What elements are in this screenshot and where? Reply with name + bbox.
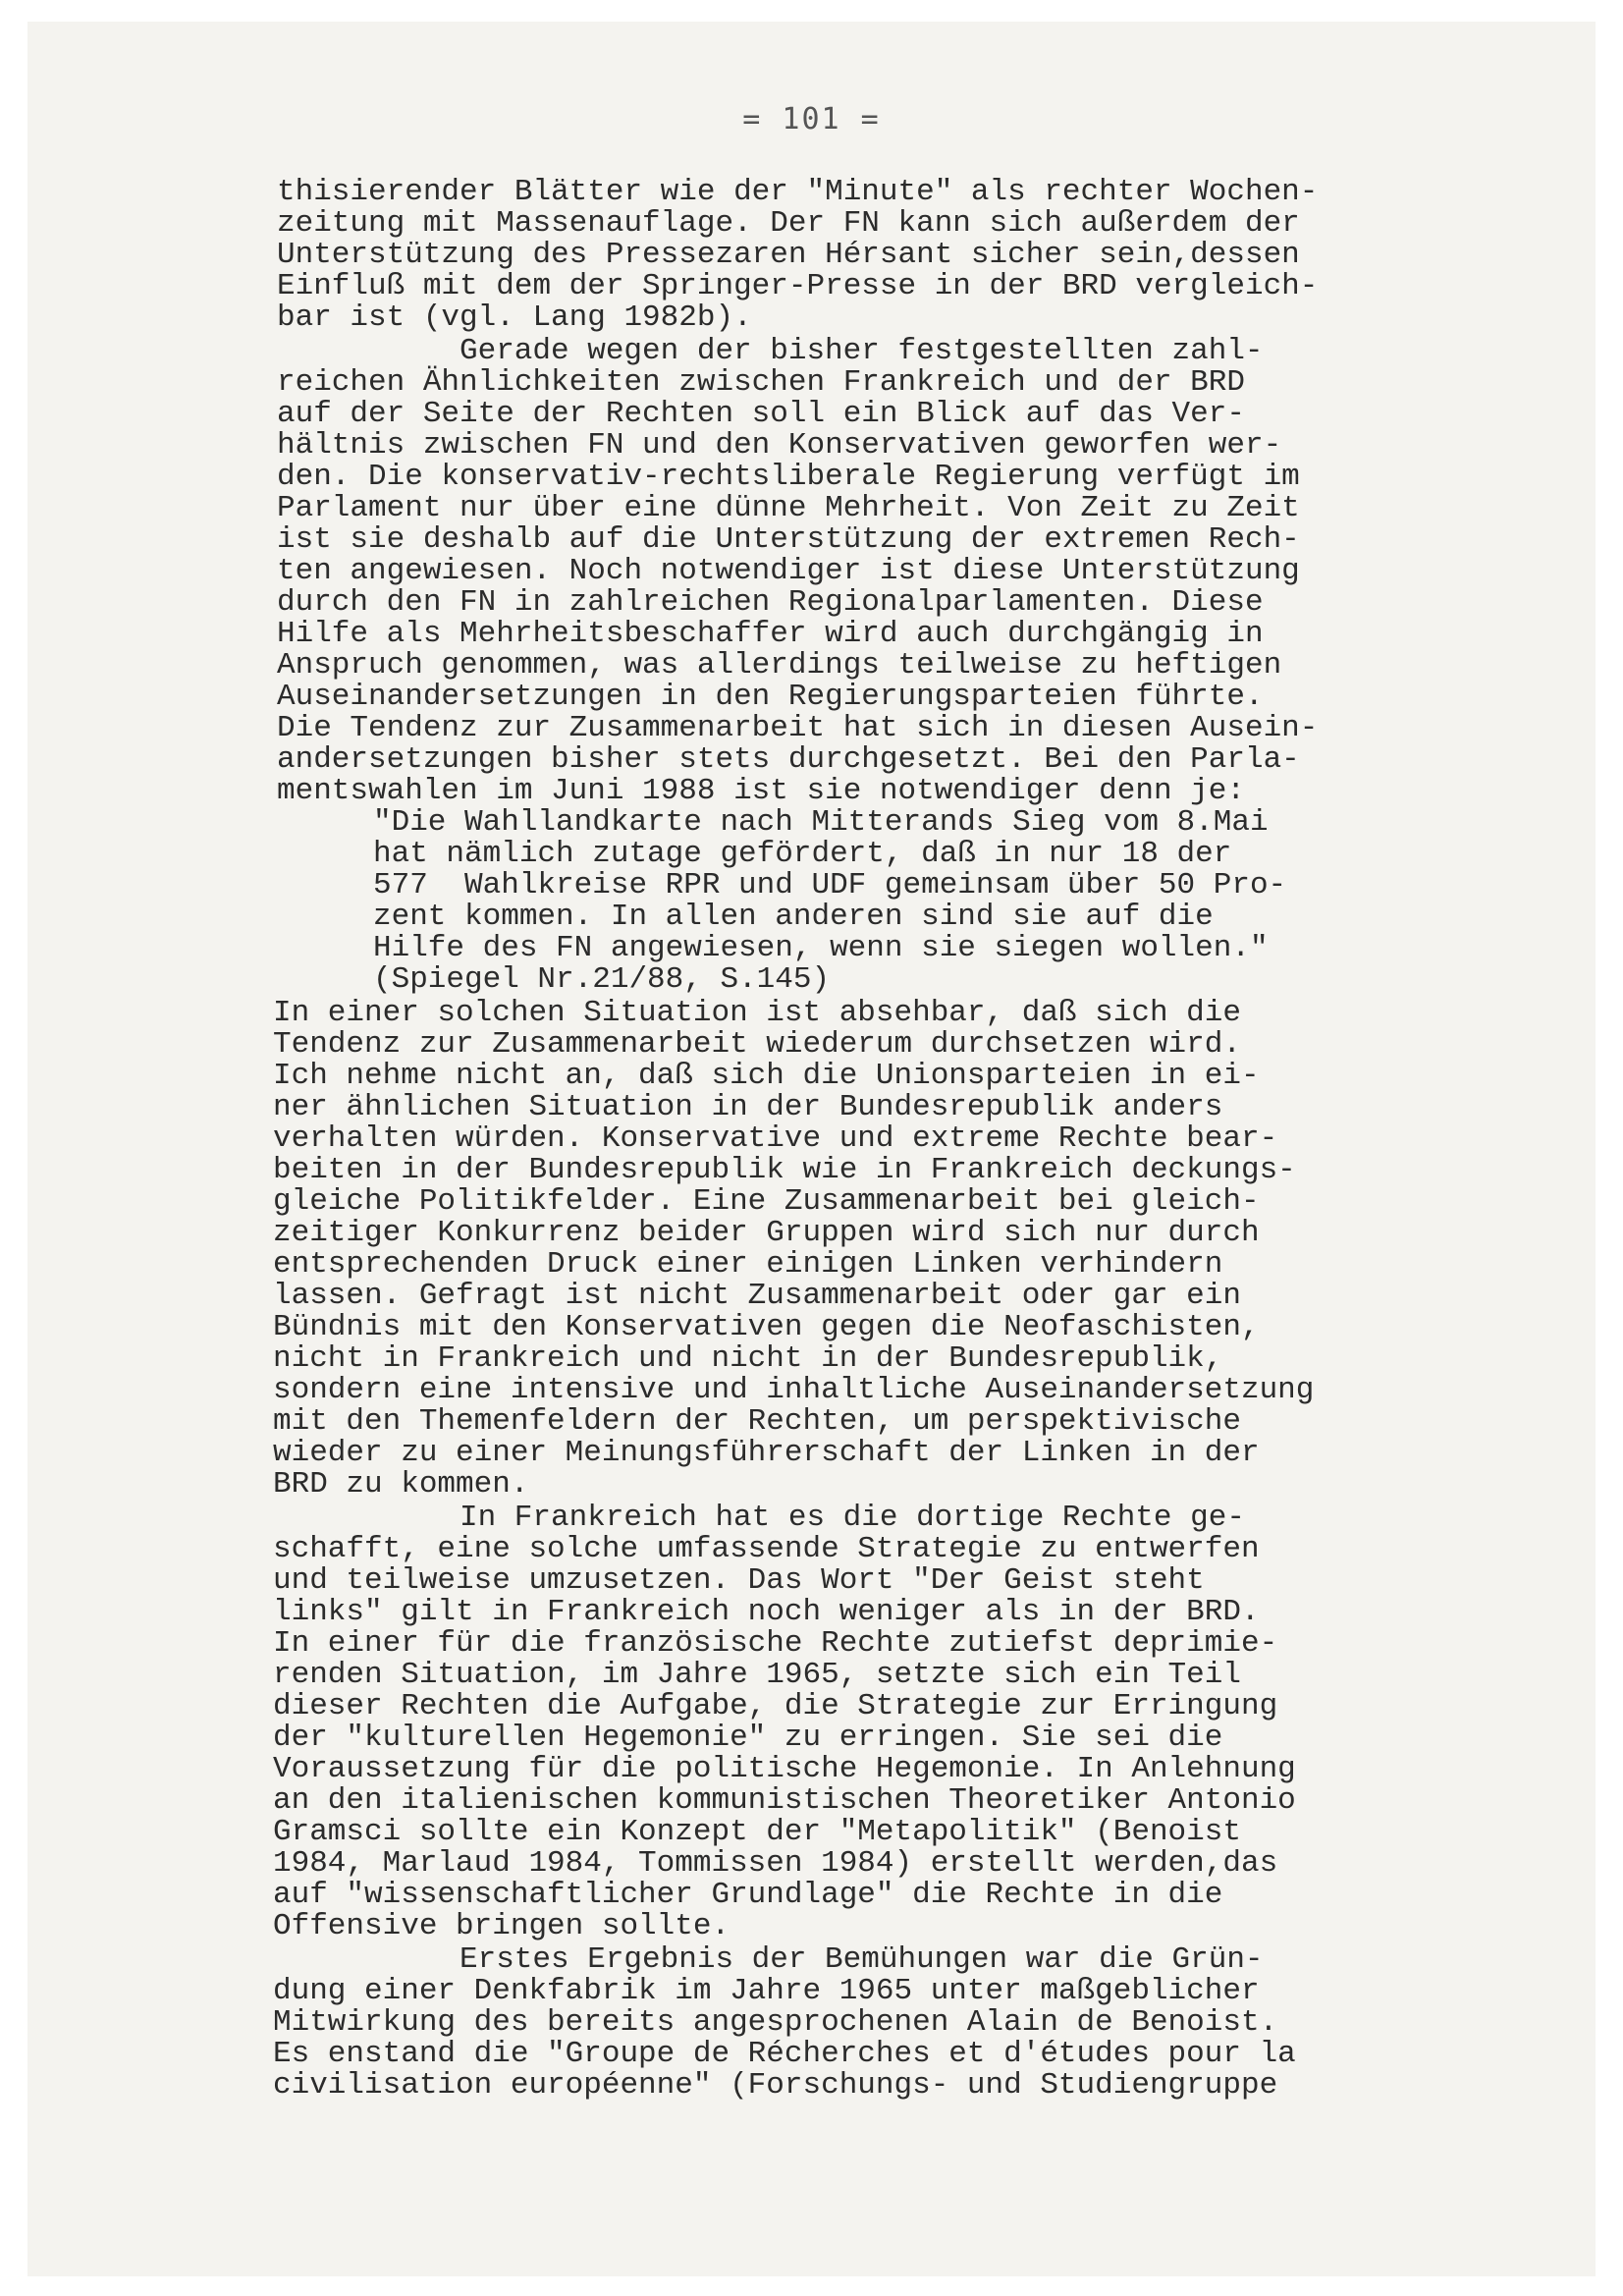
text-line: Einfluß mit dem der Springer-Presse in der BRD vergleich- bbox=[277, 269, 1319, 303]
text-line: dieser Rechten die Aufgabe, die Strategie zur Erringung bbox=[273, 1689, 1278, 1723]
text-line: gleiche Politikfelder. Eine Zusammenarbeit bei gleich- bbox=[273, 1184, 1260, 1219]
text-line: auf der Seite der Rechten soll ein Blick auf das Ver- bbox=[277, 397, 1245, 431]
text-line: Erstes Ergebnis der Bemühungen war die Grün- bbox=[460, 1942, 1264, 1977]
text-line: In Frankreich hat es die dortige Rechte ge- bbox=[460, 1501, 1245, 1535]
text-line: wieder zu einer Meinungsführerschaft der Linken in der bbox=[273, 1436, 1260, 1470]
quote-line: "Die Wahllandkarte nach Mitterands Sieg vom 8.Mai bbox=[373, 805, 1269, 840]
text-line: Die Tendenz zur Zusammenarbeit hat sich in diesen Ausein- bbox=[277, 711, 1319, 745]
text-line: auf "wissenschaftlicher Grundlage" die Rechte in die bbox=[273, 1878, 1223, 1912]
text-line: der "kulturellen Hegemonie" zu erringen. Sie sei die bbox=[273, 1721, 1223, 1755]
text-line: schafft, eine solche umfassende Strategie zu entwerfen bbox=[273, 1532, 1260, 1566]
text-line: mit den Themenfeldern der Rechten, um perspektivische bbox=[273, 1404, 1241, 1439]
text-line: links" gilt in Frankreich noch weniger als in der BRD. bbox=[273, 1595, 1260, 1629]
text-line: reichen Ähnlichkeiten zwischen Frankreich und der BRD bbox=[277, 365, 1245, 400]
text-line: Es enstand die "Groupe de Récherches et d'études pour la bbox=[273, 2037, 1296, 2071]
page-number: = 101 = bbox=[742, 102, 881, 137]
text-line: verhalten würden. Konservative und extreme Rechte bear- bbox=[273, 1121, 1278, 1156]
text-line: Tendenz zur Zusammenarbeit wiederum durchsetzen wird. bbox=[273, 1027, 1241, 1062]
text-line: Gerade wegen der bisher festgestellten zahl- bbox=[460, 334, 1264, 368]
text-line: an den italienischen kommunistischen Theoretiker Antonio bbox=[273, 1783, 1296, 1818]
text-line: Parlament nur über eine dünne Mehrheit. Von Zeit zu Zeit bbox=[277, 491, 1300, 525]
quote-line: hat nämlich zutage gefördert, daß in nur 18 der bbox=[373, 837, 1232, 871]
text-line: Voraussetzung für die politische Hegemonie. In Anlehnung bbox=[273, 1752, 1296, 1786]
text-line: BRD zu kommen. bbox=[273, 1467, 529, 1502]
text-line: ner ähnlichen Situation in der Bundesrepublik anders bbox=[273, 1090, 1223, 1124]
text-line: bar ist (vgl. Lang 1982b). bbox=[277, 301, 752, 335]
text-line: lassen. Gefragt ist nicht Zusammenarbeit oder gar ein bbox=[273, 1279, 1241, 1313]
text-line: zeitiger Konkurrenz beider Gruppen wird sich nur durch bbox=[273, 1216, 1260, 1250]
text-line: Gramsci sollte ein Konzept der "Metapolitik" (Benoist bbox=[273, 1815, 1241, 1849]
quote-line: (Spiegel Nr.21/88, S.145) bbox=[373, 962, 831, 997]
text-line: andersetzungen bisher stets durchgesetzt. Bei den Parla- bbox=[277, 742, 1300, 777]
text-line: In einer für die französische Rechte zutiefst deprimie- bbox=[273, 1626, 1278, 1661]
text-line: Unterstützung des Pressezaren Hérsant sicher sein,dessen bbox=[277, 238, 1300, 272]
text-line: renden Situation, im Jahre 1965, setzte sich ein Teil bbox=[273, 1658, 1241, 1692]
text-line: thisierender Blätter wie der "Minute" als rechter Wochen- bbox=[277, 175, 1319, 209]
text-line: Offensive bringen sollte. bbox=[273, 1909, 730, 1943]
quote-line: zent kommen. In allen anderen sind sie auf die bbox=[373, 900, 1214, 934]
text-line: entsprechenden Druck einer einigen Linken verhindern bbox=[273, 1247, 1223, 1282]
text-line: sondern eine intensive und inhaltliche Auseinandersetzung bbox=[273, 1373, 1315, 1407]
text-line: ten angewiesen. Noch notwendiger ist diese Unterstützung bbox=[277, 554, 1300, 588]
text-line: Anspruch genommen, was allerdings teilweise zu heftigen bbox=[277, 648, 1282, 683]
text-line: nicht in Frankreich und nicht in der Bundesrepublik, bbox=[273, 1341, 1223, 1376]
text-line: civilisation européenne" (Forschungs- und Studiengruppe bbox=[273, 2068, 1278, 2103]
text-line: Auseinandersetzungen in den Regierungsparteien führte. bbox=[277, 680, 1264, 714]
text-line: mentswahlen im Juni 1988 ist sie notwendiger denn je: bbox=[277, 774, 1245, 808]
quote-line: Hilfe des FN angewiesen, wenn sie siegen wollen." bbox=[373, 931, 1269, 965]
text-line: durch den FN in zahlreichen Regionalparlamenten. Diese bbox=[277, 585, 1264, 620]
text-line: hältnis zwischen FN und den Konservativen geworfen wer- bbox=[277, 428, 1282, 463]
text-line: 1984, Marlaud 1984, Tommissen 1984) erstellt werden,das bbox=[273, 1846, 1278, 1881]
text-line: Bündnis mit den Konservativen gegen die Neofaschisten, bbox=[273, 1310, 1260, 1344]
text-line: beiten in der Bundesrepublik wie in Frankreich deckungs- bbox=[273, 1153, 1296, 1187]
text-line: dung einer Denkfabrik im Jahre 1965 unter maßgeblicher bbox=[273, 1974, 1260, 2008]
quote-line: 577 Wahlkreise RPR und UDF gemeinsam über 50 Pro- bbox=[373, 868, 1287, 902]
text-line: Hilfe als Mehrheitsbeschaffer wird auch durchgängig in bbox=[277, 617, 1264, 651]
text-line: zeitung mit Massenauflage. Der FN kann sich außerdem der bbox=[277, 206, 1300, 241]
text-line: Mitwirkung des bereits angesprochenen Alain de Benoist. bbox=[273, 2005, 1278, 2040]
text-line: den. Die konservativ-rechtsliberale Regierung verfügt im bbox=[277, 460, 1300, 494]
text-line: Ich nehme nicht an, daß sich die Unionsparteien in ei- bbox=[273, 1059, 1260, 1093]
text-line: ist sie deshalb auf die Unterstützung der extremen Rech- bbox=[277, 522, 1300, 557]
text-line: und teilweise umzusetzen. Das Wort "Der Geist steht bbox=[273, 1563, 1205, 1598]
text-line: In einer solchen Situation ist absehbar, daß sich die bbox=[273, 996, 1241, 1030]
